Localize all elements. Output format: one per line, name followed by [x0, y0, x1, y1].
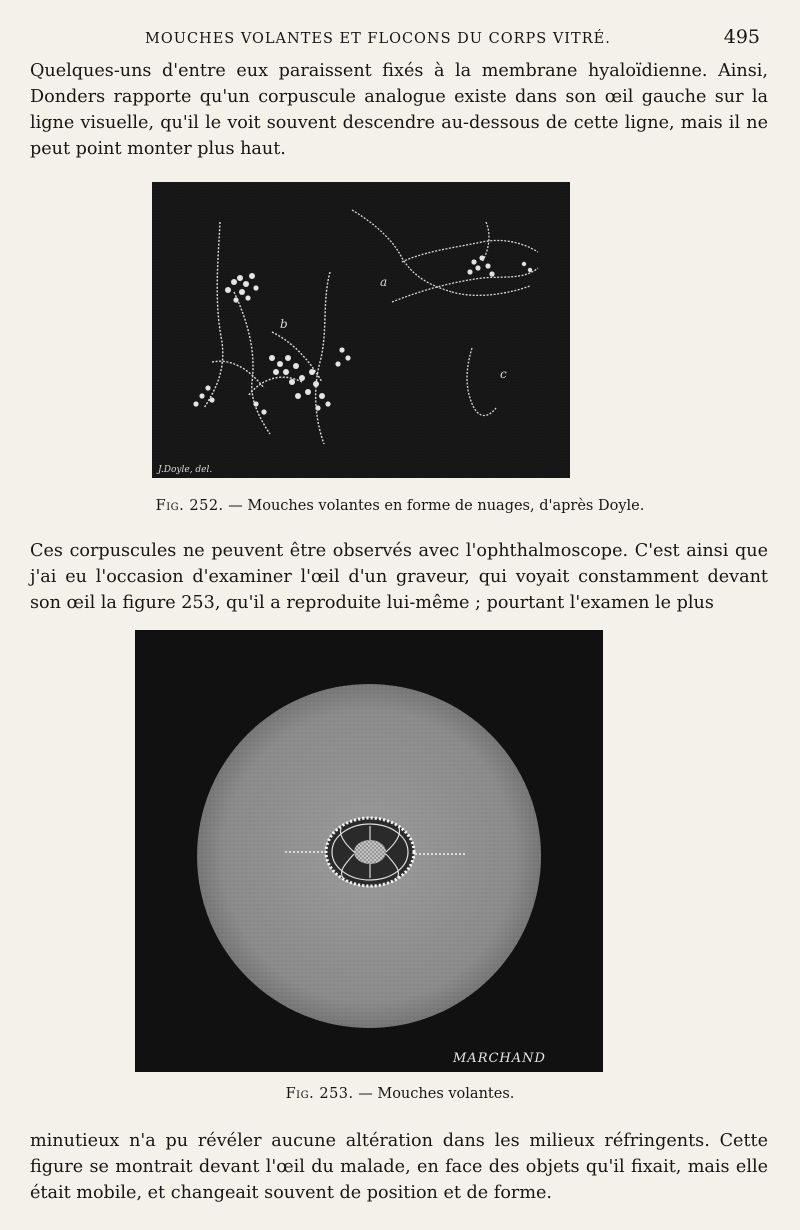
- figure-252-engraving: [152, 182, 570, 478]
- figure-253-caption-text: — Mouches volantes.: [358, 1086, 515, 1102]
- figure-253-artist: MARCHAND: [453, 1051, 546, 1066]
- page-number: 495: [723, 26, 760, 48]
- figure-252-caption: [0, 498, 800, 514]
- figure-253-number: Fig. 253.: [285, 1086, 354, 1102]
- paragraph-minutieux: minutieux n'a pu révéler aucune altération dans les milieux réfringents. Cette figure se montrait devant l'œil du malade, en face des objets qu'il fixait, mais elle était mobile, et changeait souvent de position et de forme.: [30, 1131, 768, 1203]
- figure-252-drawing: [152, 182, 570, 478]
- running-title: MOUCHES VOLANTES ET FLOCONS DU CORPS VITRÉ.: [145, 31, 611, 47]
- paragraph-donders: Quelques-uns d'entre eux paraissent fixés à la membrane hyaloïdienne. Ainsi, Donders rapporte qu'un corpuscule analogue existe dans son œil gauche sur la ligne visuelle, qu'il le voit souvent descendre au-dessous de cette ligne, mais il ne peut point monter plus haut.: [30, 61, 768, 159]
- figure-253-engraving: [135, 630, 603, 1072]
- figure-253-drawing: [135, 630, 603, 1072]
- running-head: [60, 26, 760, 48]
- label-c: c: [500, 367, 507, 381]
- label-b: b: [280, 317, 288, 331]
- figure-253-caption: [0, 1086, 800, 1102]
- figure-252-artist: J.Doyle, del.: [158, 465, 213, 475]
- label-a: a: [380, 275, 388, 289]
- paragraph-graveur: Ces corpuscules ne peuvent être observés avec l'ophthalmoscope. C'est ainsi que j'ai eu l'occasion d'examiner l'œil d'un graveur, qui voyait constamment devant son œil la figure 253, qu'il a reproduite lui-même ; pourtant l'examen le plus: [30, 541, 768, 613]
- figure-252-number: Fig. 252.: [155, 498, 224, 514]
- figure-252-caption-text: — Mouches volantes en forme de nuages, d'après Doyle.: [228, 498, 645, 514]
